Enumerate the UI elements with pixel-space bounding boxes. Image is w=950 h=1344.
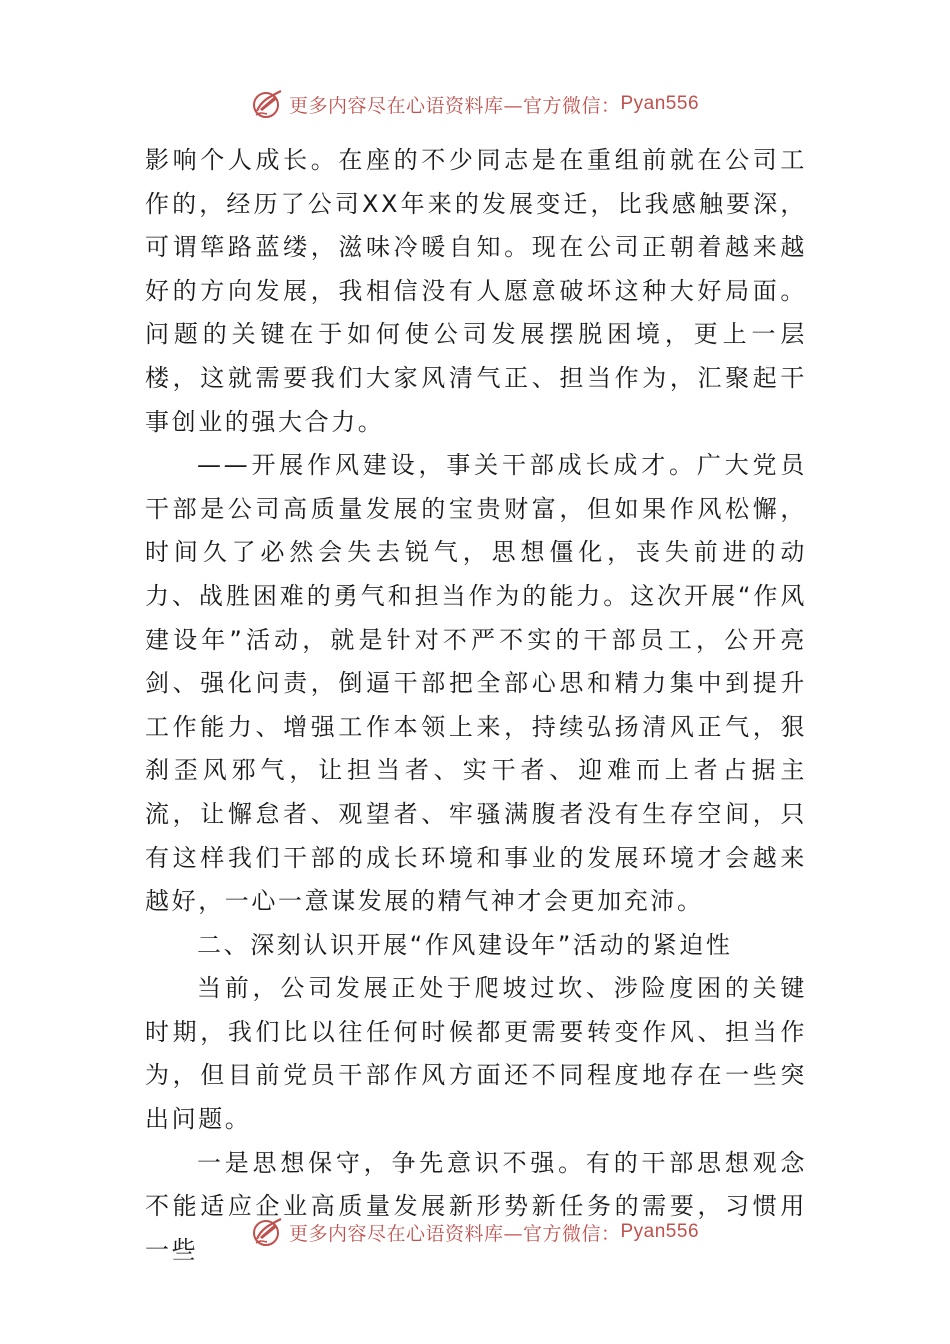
paragraph-3: 当前，公司发展正处于爬坡过坎、涉险度困的关键时期，我们比以往任何时候都更需要转变作风、担当作为，但目前党员干部作风方面还不同程度地存在一些突出问题。	[145, 974, 807, 1134]
footer-banner	[0, 1212, 950, 1252]
header-banner	[0, 84, 950, 124]
footer-banner-text: 更多内容尽在心语资料库—官方微信：	[288, 1222, 621, 1245]
section-heading: 二、深刻认识开展“作风建设年”活动的紧迫性	[197, 930, 733, 959]
paragraph-4: 一是思想保守，争先意识不强。有的干部思想观念不能适应企业高质量发展新形势新任务的需要，习惯用一些	[145, 1148, 807, 1264]
pen-logo-icon	[251, 1215, 285, 1249]
body-text	[145, 139, 807, 1272]
footer-wechat-id: Pyan556	[620, 1221, 700, 1242]
paragraph-2: ——开展作风建设，事关干部成长成才。广大党员干部是公司高质量发展的宝贵财富，但如果作风松懈，时间久了必然会失去锐气，思想僵化，丧失前进的动力、战胜困难的勇气和担当作为的能力。这次开展“作风建设年”活动，就是针对不严不实的干部员工，公开亮剑、强化问责，倒逼干部把全部心思和精力集中到提升工作能力、增强工作本领上来，持续弘扬清风正气，狠刹歪风邪气，让担当者、实干者、迎难而上者占据主流，让懈怠者、观望者、牢骚满腹者没有生存空间，只有这样我们干部的成长环境和事业的发展环境才会越来越好，一心一意谋发展的精气神才会更加充沛。	[145, 451, 807, 916]
pen-logo-icon	[251, 87, 285, 121]
paragraph-1: 影响个人成长。在座的不少同志是在重组前就在公司工作的，经历了公司XX年来的发展变迁，比我感触要深，可谓筚路蓝缕，滋味冷暖自知。现在公司正朝着越来越好的方向发展，我相信没有人愿意破坏这种大好局面。问题的关键在于如何使公司发展摆脱困境，更上一层楼，这就需要我们大家风清气正、担当作为，汇聚起干事创业的强大合力。	[145, 146, 807, 436]
header-wechat-id: Pyan556	[620, 93, 700, 114]
header-banner-text: 更多内容尽在心语资料库—官方微信：	[288, 94, 621, 117]
